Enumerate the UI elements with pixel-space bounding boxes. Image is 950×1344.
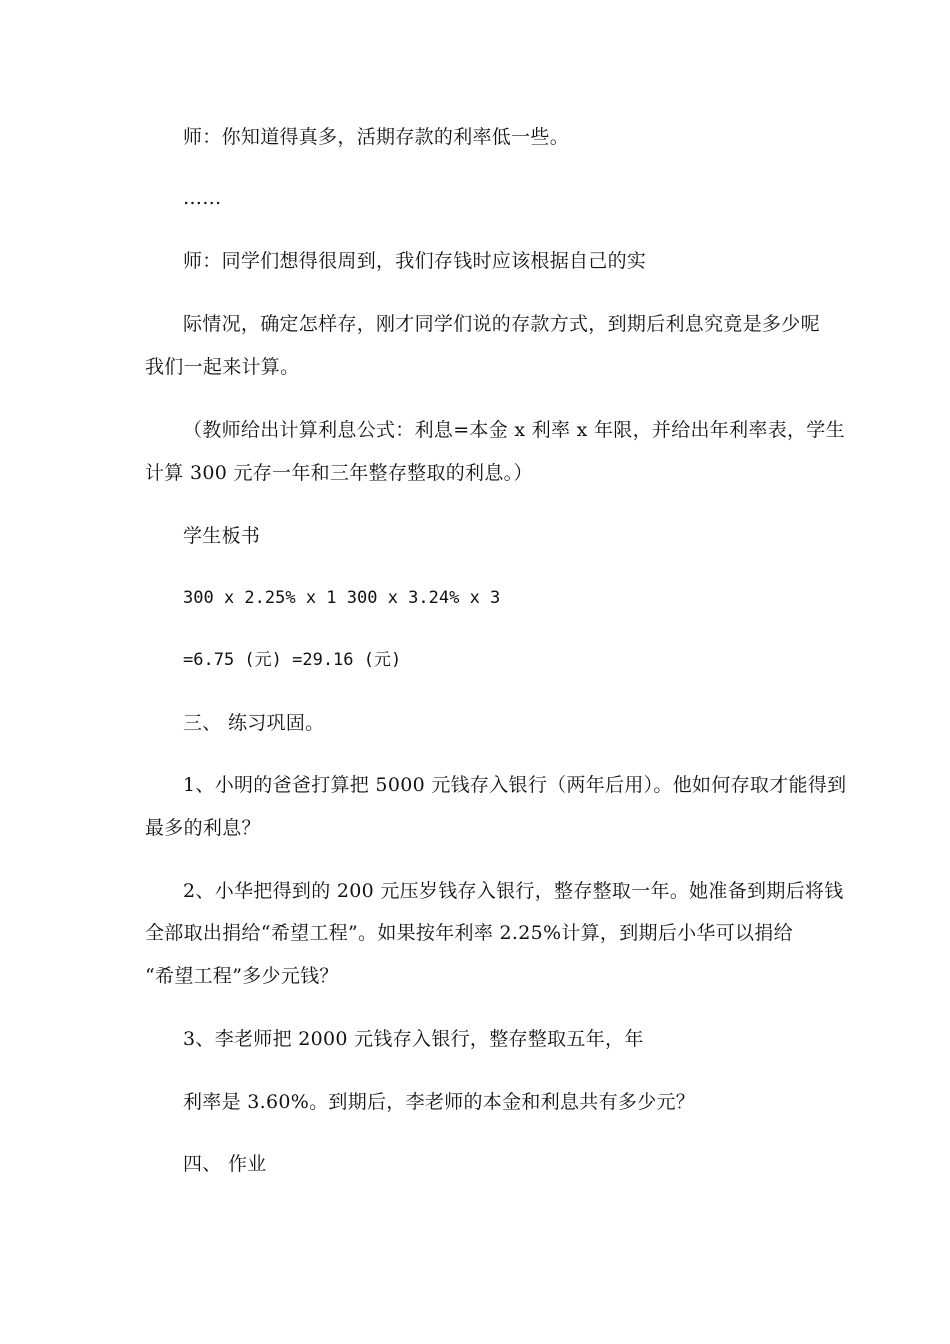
exercise-2-cont: 全部取出捐给“希望工程”。如果按年利率 2.25%计算，到期后小华可以捐给 bbox=[145, 922, 793, 944]
exercise-1-cont: 最多的利息？ bbox=[145, 817, 261, 839]
calculation-result: =6.75 (元) =29.16 (元) bbox=[183, 650, 402, 670]
paragraph-formula-note-cont: 计算 300 元存一年和三年整存整取的利息。） bbox=[145, 462, 533, 484]
heading-student-board: 学生板书 bbox=[183, 525, 261, 547]
ellipsis-line: …… bbox=[183, 187, 222, 209]
exercise-2-end: “希望工程”多少元钱？ bbox=[145, 965, 339, 987]
paragraph-formula-note: （教师给出计算利息公式：利息=本金 x 利率 x 年限，并给出年利率表，学生 bbox=[183, 419, 845, 441]
calculation-line: 300 x 2.25% x 1 300 x 3.24% x 3 bbox=[183, 588, 501, 608]
paragraph-teacher-summary-end: 我们一起来计算。 bbox=[145, 356, 300, 378]
exercise-3: 3、李老师把 2000 元钱存入银行，整存整取五年，年 bbox=[183, 1028, 644, 1050]
paragraph-teacher-summary-cont: 际情况，确定怎样存，刚才同学们说的存款方式，到期后利息究竟是多少呢 bbox=[183, 313, 820, 335]
exercise-2: 2、小华把得到的 200 元压岁钱存入银行，整存整取一年。她准备到期后将钱 bbox=[183, 880, 844, 902]
exercise-3-cont: 利率是 3.60%。到期后，李老师的本金和利息共有多少元？ bbox=[183, 1091, 696, 1113]
paragraph-teacher-remark: 师：你知道得真多，活期存款的利率低一些。 bbox=[183, 126, 570, 148]
section-heading-homework: 四、 作业 bbox=[183, 1153, 267, 1175]
paragraph-teacher-summary: 师：同学们想得很周到，我们存钱时应该根据自己的实 bbox=[183, 250, 647, 272]
exercise-1: 1、小明的爸爸打算把 5000 元钱存入银行（两年后用）。他如何存取才能得到 bbox=[183, 774, 847, 796]
section-heading-practice: 三、 练习巩固。 bbox=[183, 712, 325, 734]
